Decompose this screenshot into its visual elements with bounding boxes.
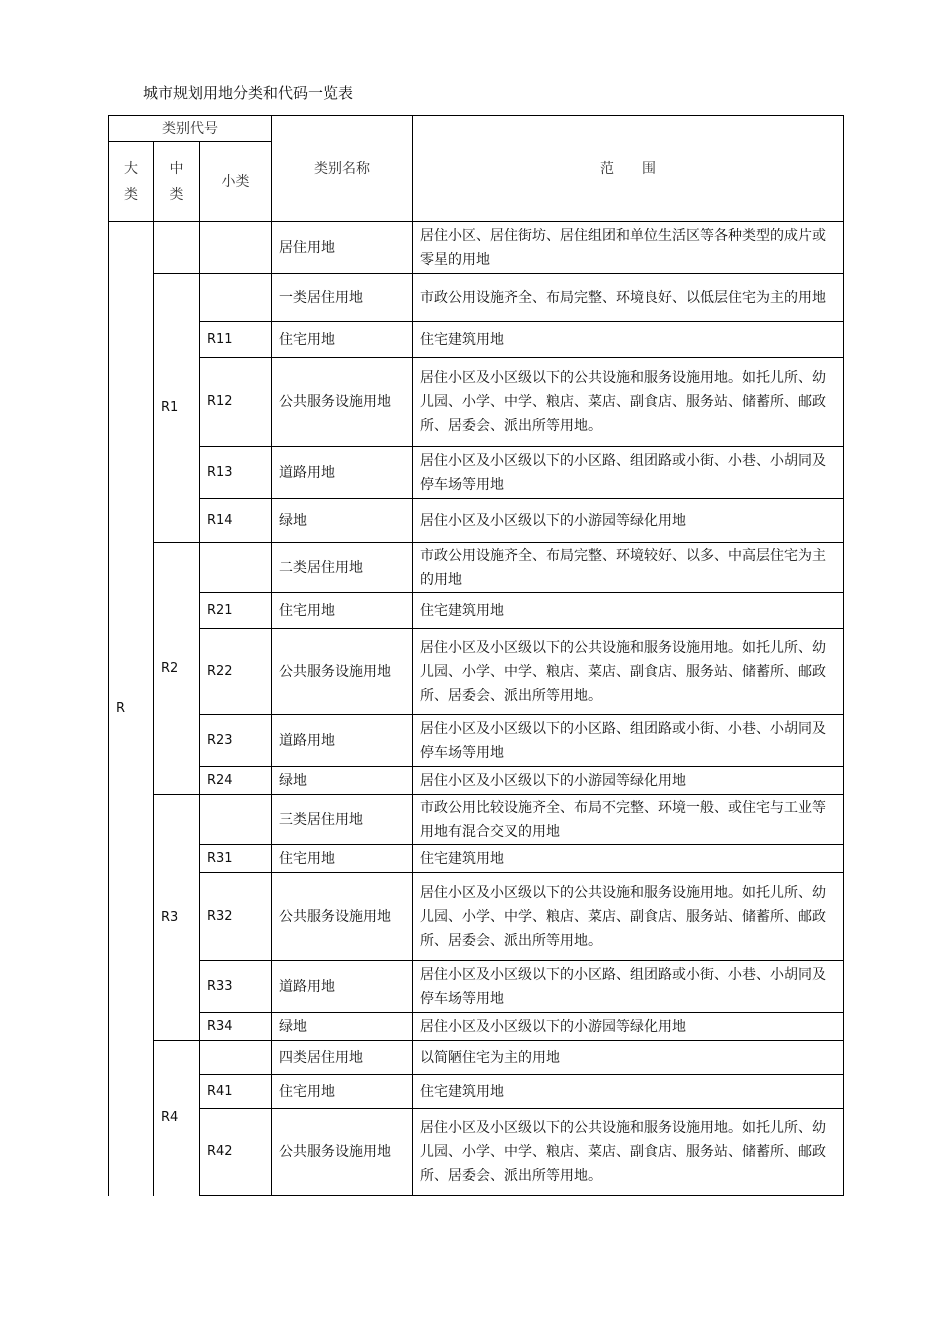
category-scope: 住宅建筑用地 <box>413 593 844 629</box>
category-scope: 住宅建筑用地 <box>413 1075 844 1109</box>
table-row <box>109 358 844 447</box>
table-row <box>109 873 844 961</box>
table-row <box>109 715 844 767</box>
category-name: 二类居住用地 <box>272 543 413 593</box>
table-row <box>109 274 844 322</box>
medium-class-code: R3 <box>154 795 200 1041</box>
medium-class-code: R4 <box>154 1041 200 1196</box>
minor-class-code <box>200 1041 272 1075</box>
minor-class-code: R23 <box>200 715 272 767</box>
category-name: 公共服务设施用地 <box>272 1109 413 1196</box>
header-category-code: 类别代号 <box>109 116 272 142</box>
header-minor-class: 小类 <box>200 142 272 222</box>
category-name: 居住用地 <box>272 222 413 274</box>
category-scope: 市政公用设施齐全、布局完整、环境较好、以多、中高层住宅为主的用地 <box>413 543 844 593</box>
category-name: 绿地 <box>272 499 413 543</box>
minor-class-code: R24 <box>200 767 272 795</box>
table-row <box>109 961 844 1013</box>
minor-class-code: R42 <box>200 1109 272 1196</box>
land-use-table <box>108 115 844 1196</box>
category-name: 绿地 <box>272 1013 413 1041</box>
category-name: 住宅用地 <box>272 322 413 358</box>
table-row <box>109 767 844 795</box>
table-row <box>109 1109 844 1196</box>
minor-class-code: R12 <box>200 358 272 447</box>
category-name: 公共服务设施用地 <box>272 873 413 961</box>
category-name: 三类居住用地 <box>272 795 413 845</box>
category-name: 住宅用地 <box>272 845 413 873</box>
medium-class-code <box>154 222 200 274</box>
table-row <box>109 1013 844 1041</box>
category-scope: 市政公用设施齐全、布局完整、环境良好、以低层住宅为主的用地 <box>413 274 844 322</box>
category-name: 住宅用地 <box>272 593 413 629</box>
category-name: 道路用地 <box>272 715 413 767</box>
table-row <box>109 322 844 358</box>
category-scope: 居住小区及小区级以下的小游园等绿化用地 <box>413 499 844 543</box>
category-scope: 以简陋住宅为主的用地 <box>413 1041 844 1075</box>
minor-class-code <box>200 274 272 322</box>
minor-class-code: R14 <box>200 499 272 543</box>
table-row <box>109 447 844 499</box>
category-scope: 居住小区及小区级以下的公共设施和服务设施用地。如托儿所、幼儿园、小学、中学、粮店、菜店、副食店、服务站、储蓄所、邮政所、居委会、派出所等用地。 <box>413 358 844 447</box>
category-scope: 居住小区、居住街坊、居住组团和单位生活区等各种类型的成片或零星的用地 <box>413 222 844 274</box>
table-row <box>109 845 844 873</box>
category-scope: 居住小区及小区级以下的公共设施和服务设施用地。如托儿所、幼儿园、小学、中学、粮店、菜店、副食店、服务站、储蓄所、邮政所、居委会、派出所等用地。 <box>413 629 844 715</box>
minor-class-code: R32 <box>200 873 272 961</box>
minor-class-code <box>200 795 272 845</box>
table-row <box>109 1075 844 1109</box>
category-scope: 居住小区及小区级以下的小游园等绿化用地 <box>413 1013 844 1041</box>
header-major-class: 大 类 <box>109 142 154 222</box>
medium-class-code: R2 <box>154 543 200 795</box>
table-row <box>109 222 844 274</box>
table-row <box>109 593 844 629</box>
minor-class-code: R13 <box>200 447 272 499</box>
minor-class-code: R41 <box>200 1075 272 1109</box>
major-class-code: R <box>109 222 154 1196</box>
header-medium-class: 中 类 <box>154 142 200 222</box>
minor-class-code: R33 <box>200 961 272 1013</box>
minor-class-code: R21 <box>200 593 272 629</box>
header-category-name: 类别名称 <box>272 116 413 222</box>
table-row <box>109 1041 844 1075</box>
table-row <box>109 629 844 715</box>
minor-class-code: R31 <box>200 845 272 873</box>
table-row <box>109 795 844 845</box>
table-row <box>109 499 844 543</box>
category-name: 绿地 <box>272 767 413 795</box>
minor-class-code: R11 <box>200 322 272 358</box>
minor-class-code <box>200 222 272 274</box>
category-scope: 居住小区及小区级以下的小区路、组团路或小街、小巷、小胡同及停车场等用地 <box>413 961 844 1013</box>
medium-class-code: R1 <box>154 274 200 543</box>
category-scope: 居住小区及小区级以下的小区路、组团路或小街、小巷、小胡同及停车场等用地 <box>413 715 844 767</box>
category-name: 四类居住用地 <box>272 1041 413 1075</box>
category-scope: 住宅建筑用地 <box>413 322 844 358</box>
category-name: 道路用地 <box>272 447 413 499</box>
category-name: 道路用地 <box>272 961 413 1013</box>
page-title: 城市规划用地分类和代码一览表 <box>143 84 354 102</box>
category-name: 住宅用地 <box>272 1075 413 1109</box>
category-name: 公共服务设施用地 <box>272 358 413 447</box>
category-name: 公共服务设施用地 <box>272 629 413 715</box>
category-scope: 住宅建筑用地 <box>413 845 844 873</box>
minor-class-code <box>200 543 272 593</box>
category-name: 一类居住用地 <box>272 274 413 322</box>
category-scope: 市政公用比较设施齐全、布局不完整、环境一般、或住宅与工业等用地有混合交叉的用地 <box>413 795 844 845</box>
category-scope: 居住小区及小区级以下的公共设施和服务设施用地。如托儿所、幼儿园、小学、中学、粮店、菜店、副食店、服务站、储蓄所、邮政所、居委会、派出所等用地。 <box>413 873 844 961</box>
minor-class-code: R22 <box>200 629 272 715</box>
minor-class-code: R34 <box>200 1013 272 1041</box>
header-scope: 范 围 <box>413 116 844 222</box>
category-scope: 居住小区及小区级以下的小游园等绿化用地 <box>413 767 844 795</box>
category-scope: 居住小区及小区级以下的小区路、组团路或小街、小巷、小胡同及停车场等用地 <box>413 447 844 499</box>
table-row <box>109 543 844 593</box>
category-scope: 居住小区及小区级以下的公共设施和服务设施用地。如托儿所、幼儿园、小学、中学、粮店、菜店、副食店、服务站、储蓄所、邮政所、居委会、派出所等用地。 <box>413 1109 844 1196</box>
